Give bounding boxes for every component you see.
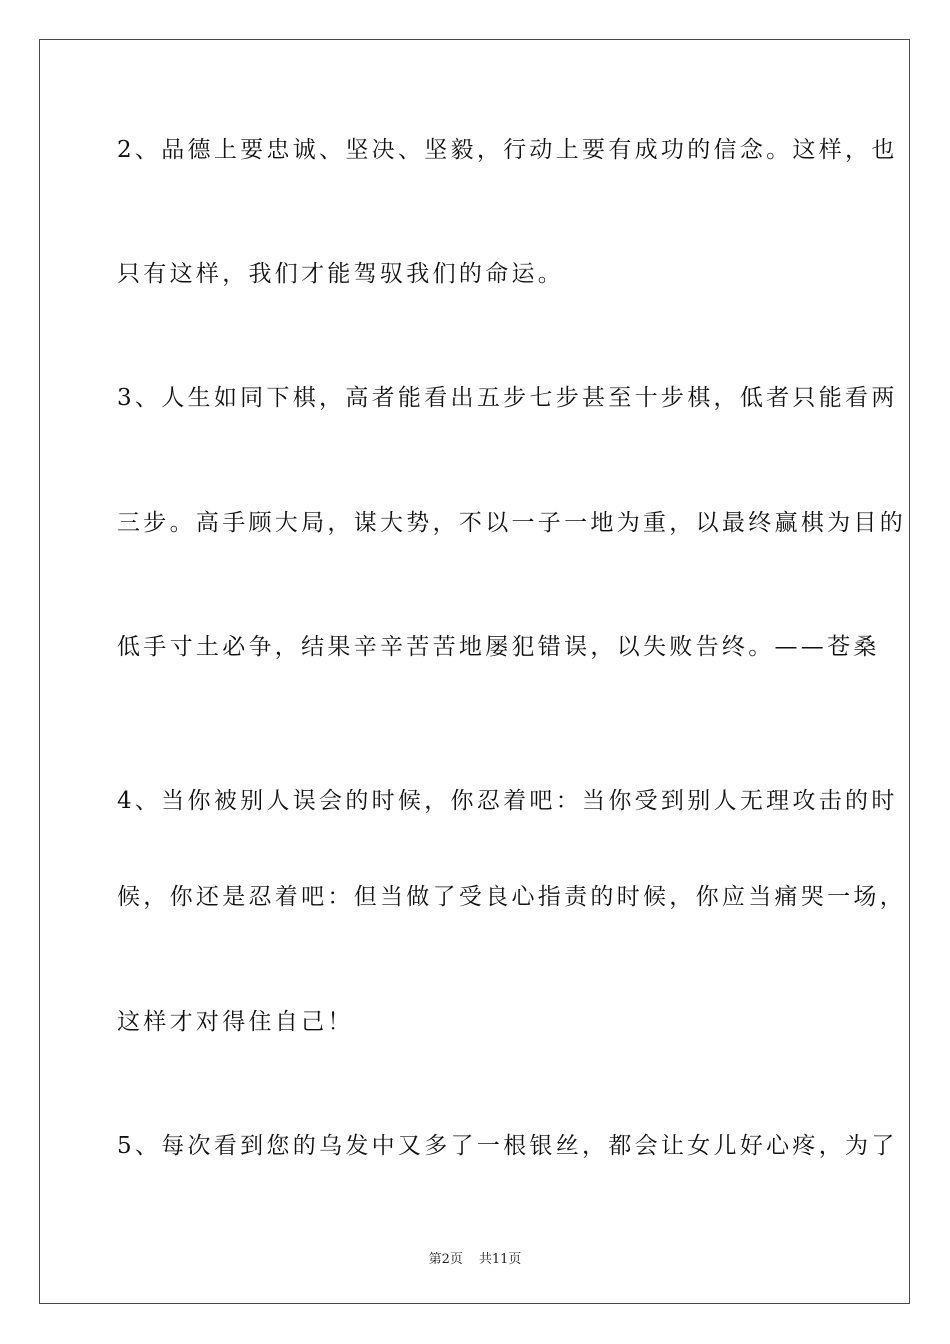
text-line: 4、当你被别人误会的时候，你忍着吧：当你受到别人无理攻击的时 [117,788,898,814]
text-line: 2、品德上要忠诚、坚决、坚毅，行动上要有成功的信念。这样，也 [117,137,898,163]
text-line: 3、人生如同下棋，高者能看出五步七步甚至十步棋，低者只能看两 [117,385,898,411]
page-number: 第2页 [428,1252,463,1267]
text-line: 低手寸土必争，结果辛辛苦苦地屡犯错误，以失败告终。——苍桑 [117,634,880,660]
page-footer [0,1248,950,1267]
page-total: 共11页 [478,1252,522,1267]
text-line: 三步。高手顾大局，谋大势，不以一子一地为重，以最终赢棋为目的 [117,510,906,536]
text-line: 只有这样，我们才能驾驭我们的命运。 [117,261,565,287]
text-line: 这样才对得住自己！ [117,1009,354,1035]
page-border [39,39,910,1304]
text-line: 候，你还是忍着吧：但当做了受良心指责的时候，你应当痛哭一场， [117,884,906,910]
text-line: 5、每次看到您的乌发中又多了一根银丝，都会让女儿好心疼，为了 [117,1133,898,1159]
